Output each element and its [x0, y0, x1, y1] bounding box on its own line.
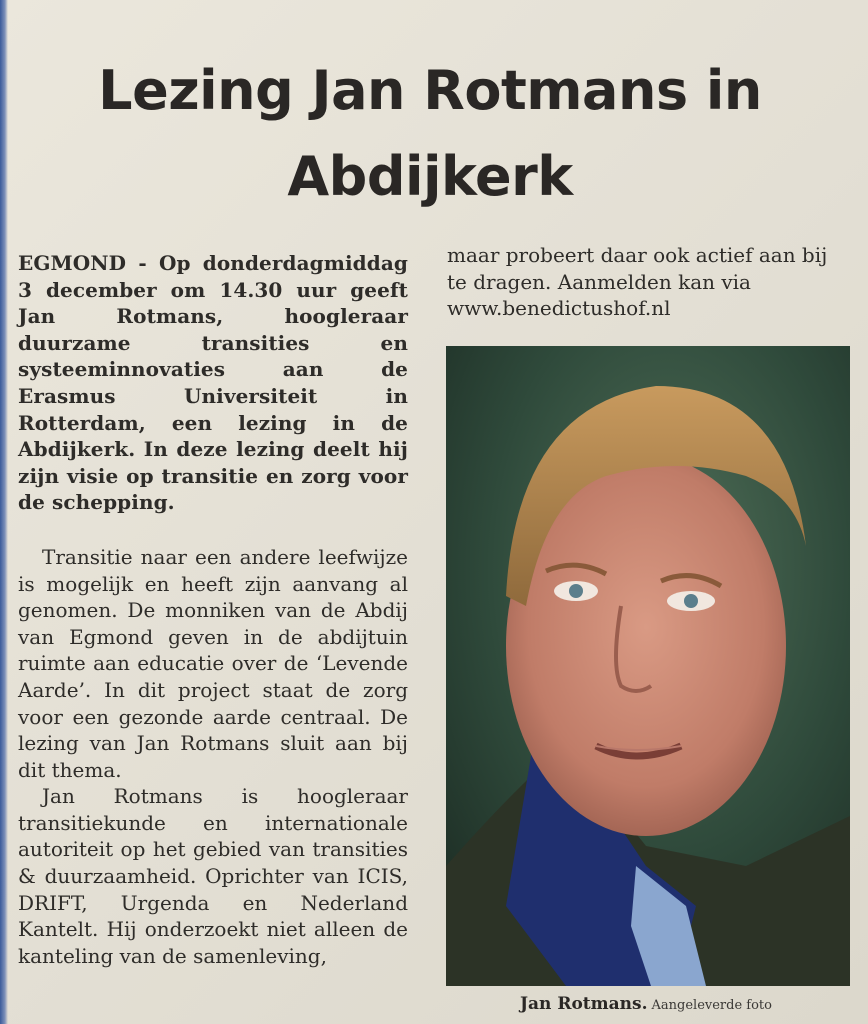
portrait-photo — [446, 346, 850, 986]
article-column-right — [447, 242, 842, 322]
article-column-left — [18, 250, 408, 969]
registration-link[interactable]: www.benedictushof.nl — [447, 296, 671, 321]
article-paragraph: Jan Rotmans is hoogleraar transitiekunde en internationale autoriteit op het gebied van transities & duurzaamheid. Oprichter van ICIS, DRIFT, Urgenda en Nederland Kantelt. Hij onderzoekt niet alleen de kanteling van de samenleving, — [18, 784, 408, 968]
article-continuation-text: maar probeert daar ook actief aan bij te dragen. Aanmelden kan via — [447, 243, 828, 294]
article-continuation — [447, 242, 842, 322]
caption-name: Jan Rotmans. — [520, 994, 648, 1014]
caption-credit: Aangeleverde foto — [651, 998, 772, 1013]
portrait-illustration — [446, 346, 850, 986]
article-lead — [18, 250, 408, 516]
article-headline: Lezing Jan Rotmans in Abdijkerk — [98, 59, 762, 208]
photo-caption — [520, 993, 860, 1017]
paper-clip-edge — [0, 0, 8, 1024]
article-dateline: EGMOND — [18, 251, 127, 275]
article-paragraph: Transitie naar een andere leefwijze is mogelijk en heeft zijn aanvang al genomen. De monniken van de Abdij van Egmond geven in de abdijtuin ruimte aan educatie over de ‘Levende Aarde’. In dit project staat de zorg voor een gezonde aarde centraal. De lezing van Jan Rotmans sluit aan bij dit thema. — [18, 544, 408, 782]
article-lead-text: - Op donderdagmiddag 3 december om 14.30 uur geeft Jan Rotmans, hoogleraar duurzame transities en systeeminnovaties aan de Erasmus Universiteit in Rotterdam, een lezing in de Abdijkerk. In deze lezing deelt hij zijn visie op transitie en zorg voor de schepping. — [18, 251, 408, 515]
